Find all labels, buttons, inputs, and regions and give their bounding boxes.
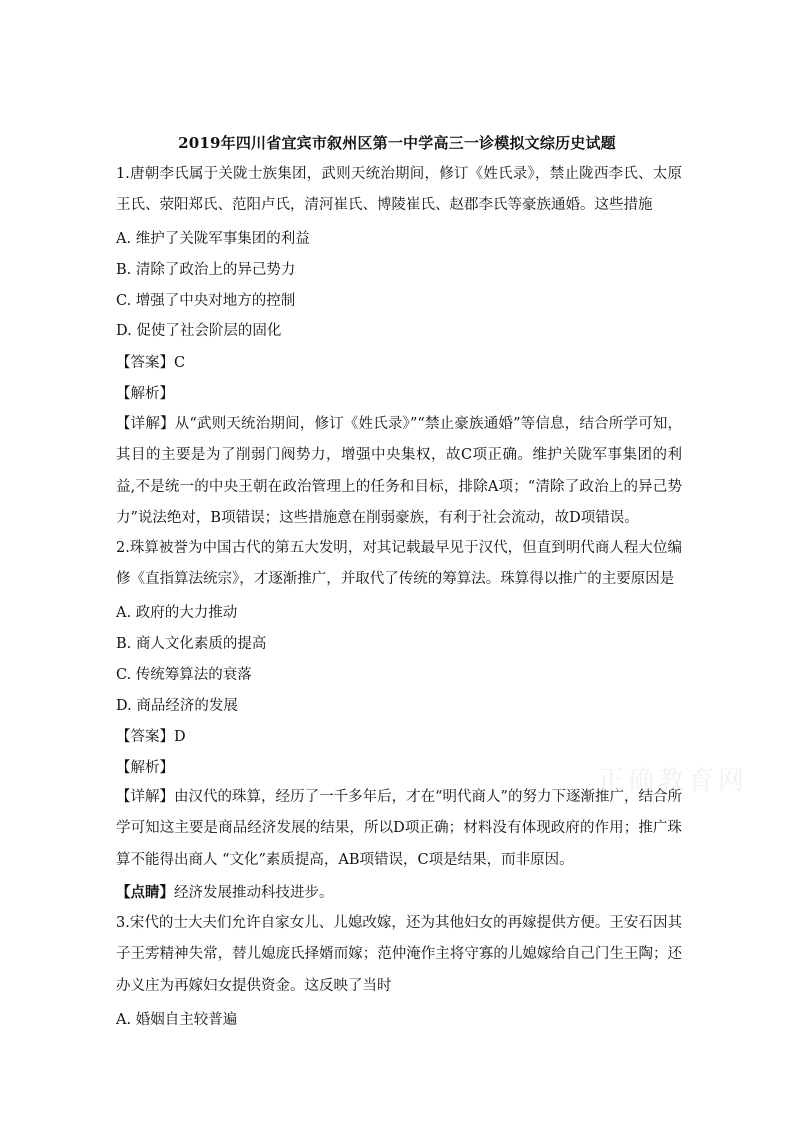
answer-value: C <box>174 355 186 371</box>
answer-tag: 【答案】 <box>116 729 174 745</box>
question-1-option-b: B. 清除了政治上的异己势力 <box>116 262 296 278</box>
document-title: 2019年四川省宜宾市叙州区第一中学高三一诊模拟文综历史试题 <box>178 134 616 152</box>
question-2-option-a: A. 政府的大力推动 <box>116 605 238 621</box>
comment-tag: 【点睛】 <box>116 884 174 901</box>
answer-value: D <box>174 729 186 745</box>
detail-tag: 【详解】 <box>116 416 175 432</box>
question-2-analysis-tag: 【解析】 <box>116 760 174 776</box>
detail-tag: 【详解】 <box>116 789 175 805</box>
question-3-stem: 3.宋代的士大夫们允许自家女儿、儿媳改嫁，还为其他妇女的再嫁提供方便。王安石因其子王雱精神失常，替儿媳庞氏择婿而嫁；范仲淹作主将守寡的儿媳嫁给自己门生王陶；还办义庄为再嫁妇女提供资金。这反映了当时 <box>116 915 682 994</box>
watermark-text: 正确教育网 <box>598 766 749 796</box>
question-1-option-c: C. 增强了中央对地方的控制 <box>116 293 296 309</box>
comment-text: 经济发展推动科技进步。 <box>174 885 334 901</box>
question-3-option-a: A. 婚姻自主较普遍 <box>116 1012 238 1028</box>
question-1-stem: 1.唐朝李氏属于关陇士族集团，武则天统治期间，修订《姓氏录》，禁止陇西李氏、太原王氏、荥阳郑氏、范阳卢氏，清河崔氏、博陵崔氏、赵郡李氏等豪族通婚。这些措施 <box>116 166 682 214</box>
detail-text: 由汉代的珠算，经历了一千多年后，才在“明代商人”的努力下逐渐推广，结合所学可知这主要是商品经济发展的结果，所以D项正确；材料没有体现政府的作用；推广珠算不能得出商人 “文化”素质提高，AB项错误，C项是结果，而非原因。 <box>116 789 683 868</box>
question-2-stem: 2.珠算被誉为中国古代的第五大发明，对其记载最早见于汉代，但直到明代商人程大位编修《直指算法统宗》，才逐渐推广，并取代了传统的筹算法。珠算得以推广的主要原因是 <box>116 540 682 588</box>
answer-tag: 【答案】 <box>116 355 174 371</box>
question-2-option-b: B. 商人文化素质的提高 <box>116 636 267 652</box>
question-2-comment <box>116 883 334 903</box>
question-1-analysis-tag: 【解析】 <box>116 386 174 402</box>
question-1-detail <box>116 409 682 534</box>
question-2-option-d: D. 商品经济的发展 <box>116 698 238 714</box>
detail-text: 从“武则天统治期间，修订《姓氏录》”“禁止豪族通婚”等信息，结合所学可知，其目的主要是为了削弱门阀势力，增强中央集权，故C项正确。维护关陇军事集团的利益,不是统一的中央王朝在政治管理上的任务和目标，排除A项；“清除了政治上的异己势力”说法绝对，B项错误；这些措施意在削弱豪族，有利于社会流动，故D项错误。 <box>116 416 682 526</box>
question-2-answer <box>116 727 186 747</box>
question-1-option-d: D. 促使了社会阶层的固化 <box>116 323 282 339</box>
question-1-answer <box>116 353 185 373</box>
question-2-option-c: C. 传统筹算法的衰落 <box>116 667 252 683</box>
question-1-option-a: A. 维护了关陇军事集团的利益 <box>116 231 310 247</box>
